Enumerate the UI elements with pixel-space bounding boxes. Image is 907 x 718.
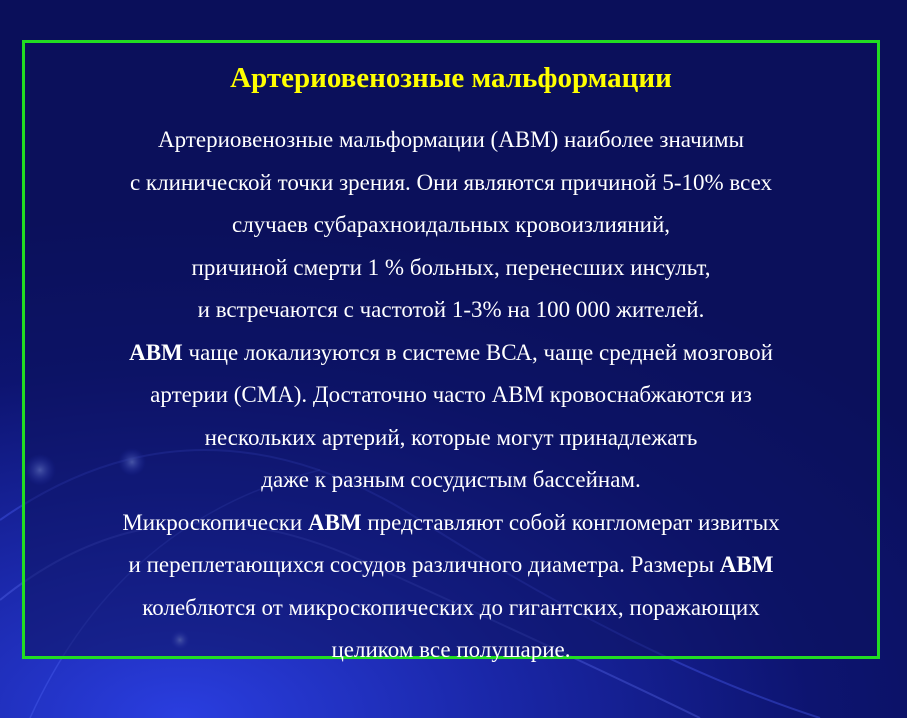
body-line: случаев субарахноидальных кровоизлияний, (231, 212, 671, 237)
body-line: и встречаются с частотой 1-3% на 100 000 жителей. (197, 297, 705, 322)
slide-body (25, 119, 877, 672)
body-line: Артериовенозные мальформации (АВМ) наиболее значимы (158, 127, 744, 152)
body-line: и переплетающихся сосудов различного диаметра. Размеры АВМ (128, 552, 774, 577)
body-line: нескольких артерий, которые могут принадлежать (204, 424, 698, 450)
body-line: АВМ чаще локализуются в системе ВСА, чаще средней мозговой (129, 339, 773, 365)
body-line: целиком все полушарие. (331, 637, 571, 662)
body-line: колеблются от микроскопических до гигантских, поражающих (142, 594, 760, 620)
body-line: с клинической точки зрения. Они являются причиной 5-10% всех (129, 169, 773, 195)
abm-term: АВМ (719, 552, 774, 577)
body-line: артерии (СМА). Достаточно часто АВМ кровоснабжаются из (150, 382, 752, 407)
abm-term: АВМ (129, 339, 183, 365)
slide-title: Артериовенозные мальформации (230, 62, 672, 94)
abm-term: АВМ (307, 509, 362, 535)
body-line: даже к разным сосудистым бассейнам. (261, 467, 641, 492)
body-line: Микроскопически АВМ представляют собой конгломерат извитых (122, 509, 780, 535)
body-line: причиной смерти 1 % больных, перенесших инсульт, (191, 254, 711, 280)
content-frame (22, 40, 880, 662)
